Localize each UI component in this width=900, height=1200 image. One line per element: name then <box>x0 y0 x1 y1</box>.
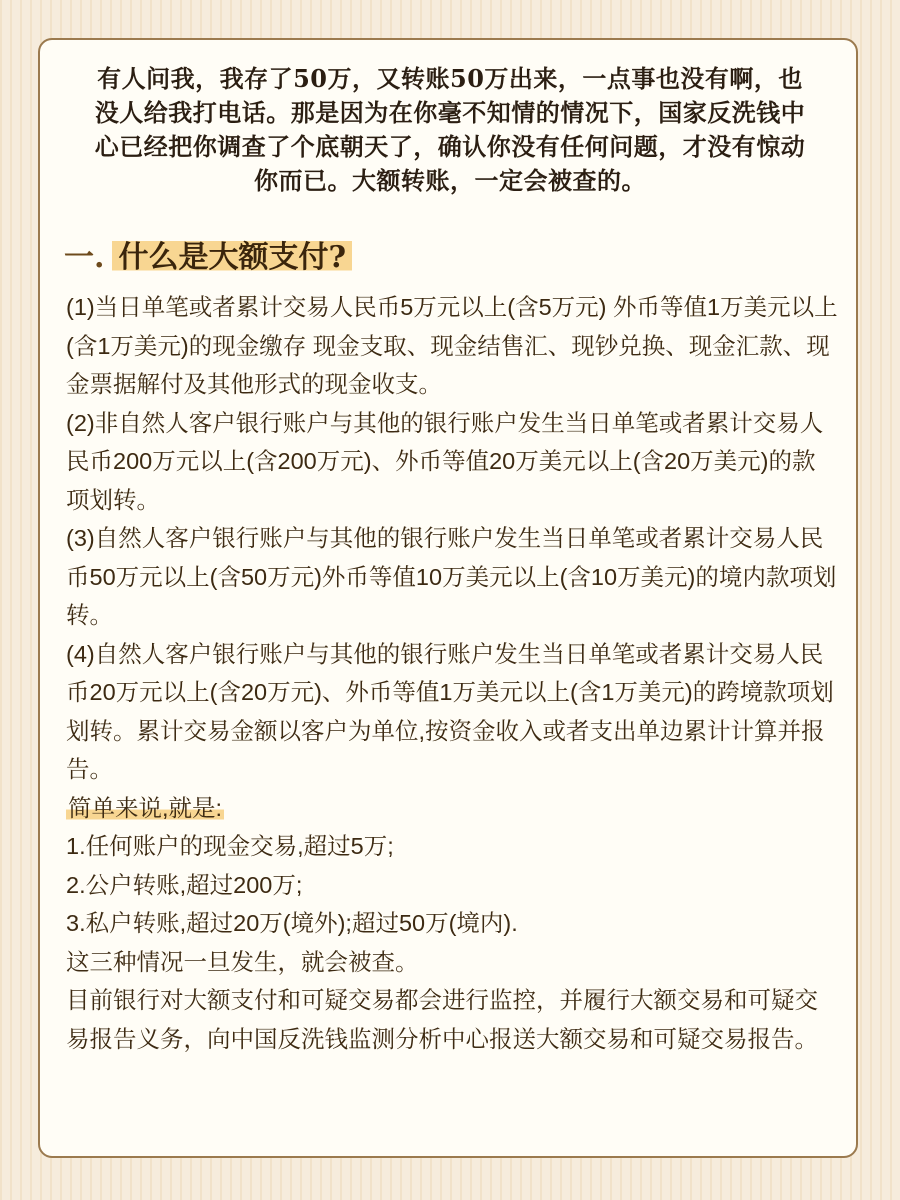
section-heading <box>64 232 352 276</box>
summary-item-1: 1.任何账户的现金交易,超过5万; <box>66 833 394 859</box>
section-title: 什么是大额支付? <box>112 232 352 276</box>
closing-paragraph: 目前银行对大额支付和可疑交易都会进行监控，并履行大额交易和可疑交易报告义务，向中国反洗钱监测分析中心报送大额交易和可疑交易报告。 <box>66 987 818 1052</box>
section-number: 一. <box>64 240 105 275</box>
content-card <box>38 38 858 1158</box>
rule-3: (3)自然人客户银行账户与其他的银行账户发生当日单笔或者累计交易人民币50万元以上(含50万元)外币等值10万美元以上(含10万美元)的境内款项划转。 <box>66 525 837 628</box>
note-line: 这三种情况一旦发生，就会被查。 <box>66 948 419 975</box>
section-body <box>66 288 838 1058</box>
intro-paragraph: 有人问我，我存了50万，又转账50万出来，一点事也没有啊，也没人给我打电话。那是因为在你毫不知情的情况下，国家反洗钱中心已经把你调查了个底朝天了，确认你没有任何问题，才没有惊动你而已。大额转账，一定会被查的。 <box>94 64 806 195</box>
rule-4: (4)自然人客户银行账户与其他的银行账户发生当日单笔或者累计交易人民币20万元以上(含20万元)、外币等值1万美元以上(含1万美元)的跨境款项划划转。累计交易金额以客户为单位,按资金收入或者支出单边累计计算并报告。 <box>66 640 834 782</box>
rule-2: (2)非自然人客户银行账户与其他的银行账户发生当日单笔或者累计交易人民币200万元以上(含200万元)、外币等值20万美元以上(含20万美元)的款项划转。 <box>66 409 824 513</box>
summary-label-line <box>66 789 838 828</box>
summary-item-3: 3.私户转账,超过20万(境外);超过50万(境内). <box>66 910 518 936</box>
summary-label: 简单来说,就是: <box>68 794 223 821</box>
summary-item-2: 2.公户转账,超过200万; <box>66 871 303 898</box>
rule-1: (1)当日单笔或者累计交易人民币5万元以上(含5万元) 外币等值1万美元以上(含1万美元)的现金缴存 现金支取、现金结售汇、现钞兑换、现金汇款、现金票据解付及其他形式的现金收支。 <box>66 294 838 397</box>
